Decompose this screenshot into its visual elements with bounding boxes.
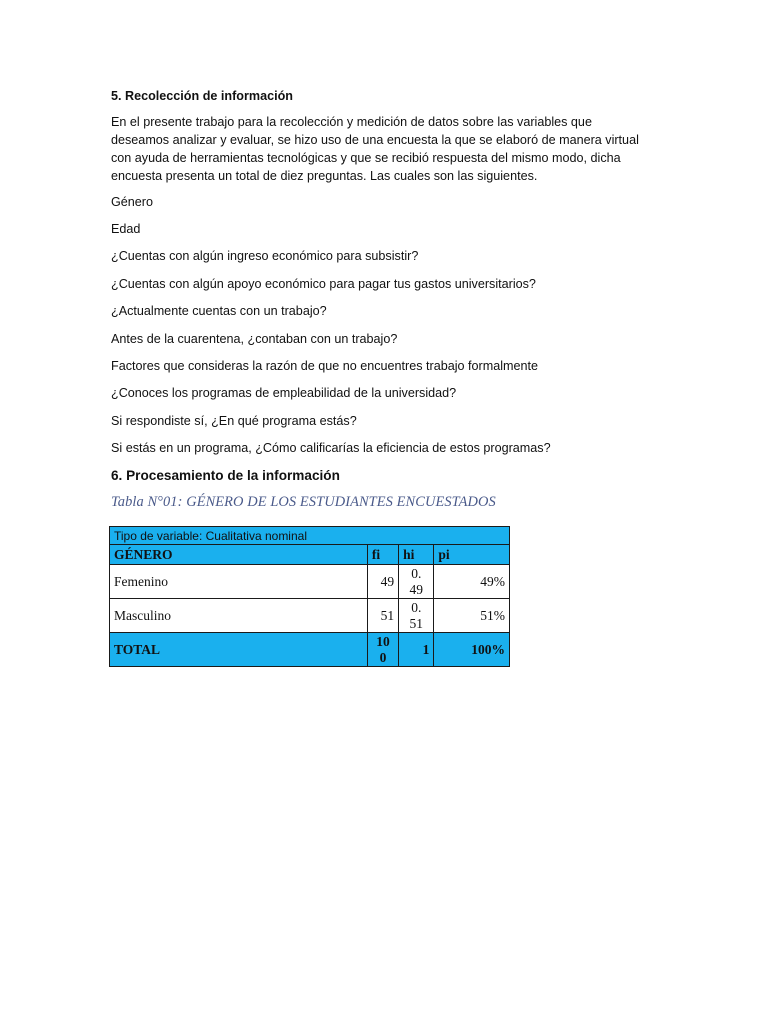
question-item: ¿Actualmente cuentas con un trabajo? bbox=[111, 304, 327, 318]
question-item: Edad bbox=[111, 222, 141, 236]
row-label: Masculino bbox=[110, 599, 368, 633]
question-item: Género bbox=[111, 195, 154, 209]
section-6-heading: 6. Procesamiento de la información bbox=[111, 468, 340, 483]
row-fi: 51 bbox=[367, 599, 398, 633]
total-label: TOTAL bbox=[110, 633, 368, 667]
gender-table bbox=[109, 526, 510, 667]
row-hi: 0.49 bbox=[409, 565, 424, 597]
total-hi: 1 bbox=[399, 633, 434, 667]
question-item: Factores que consideras la razón de que no encuentres trabajo formalmente bbox=[111, 359, 539, 373]
row-pi: 51% bbox=[434, 599, 510, 633]
question-item: ¿Cuentas con algún apoyo económico para pagar tus gastos universitarios? bbox=[111, 277, 536, 291]
header-fi: fi bbox=[367, 545, 398, 565]
table-header-row bbox=[110, 545, 510, 565]
question-item: Si estás en un programa, ¿Cómo calificarías la eficiencia de estos programas? bbox=[111, 441, 551, 455]
row-fi: 49 bbox=[367, 565, 398, 599]
section-5-intro bbox=[111, 113, 671, 185]
question-item: ¿Conoces los programas de empleabilidad de la universidad? bbox=[111, 386, 457, 400]
header-pi: pi bbox=[434, 545, 510, 565]
intro-line: En el presente trabajo para la recolección y medición de datos sobre las variables que bbox=[111, 115, 592, 129]
row-hi-cell bbox=[399, 599, 434, 633]
table-caption: Tabla N°01: GÉNERO DE LOS ESTUDIANTES ENCUESTADOS bbox=[111, 494, 496, 510]
table-row bbox=[110, 565, 510, 599]
table-row bbox=[110, 599, 510, 633]
total-pi: 100% bbox=[434, 633, 510, 667]
section-5-heading: 5. Recolección de información bbox=[111, 89, 293, 103]
total-fi-cell bbox=[367, 633, 398, 667]
intro-line: encuesta presenta un total de diez preguntas. Las cuales son las siguientes. bbox=[111, 169, 538, 183]
intro-line: deseamos analizar y evaluar, se hizo uso de una encuesta la que se elaboró de manera virtual bbox=[111, 133, 639, 147]
row-hi-cell bbox=[399, 565, 434, 599]
total-fi: 100 bbox=[376, 633, 390, 665]
table-type-row bbox=[110, 527, 510, 545]
question-item: ¿Cuentas con algún ingreso económico para subsistir? bbox=[111, 249, 419, 263]
intro-line: con ayuda de herramientas tecnológicas y que se recibió respuesta del mismo modo, dicha bbox=[111, 151, 621, 165]
row-pi: 49% bbox=[434, 565, 510, 599]
header-genero: GÉNERO bbox=[110, 545, 368, 565]
table-total-row bbox=[110, 633, 510, 667]
variable-type-label: Tipo de variable: Cualitativa nominal bbox=[110, 527, 510, 545]
question-item: Si respondiste sí, ¿En qué programa estás? bbox=[111, 414, 357, 428]
row-hi: 0.51 bbox=[409, 599, 424, 631]
question-item: Antes de la cuarentena, ¿contaban con un trabajo? bbox=[111, 332, 398, 346]
header-hi: hi bbox=[399, 545, 434, 565]
row-label: Femenino bbox=[110, 565, 368, 599]
